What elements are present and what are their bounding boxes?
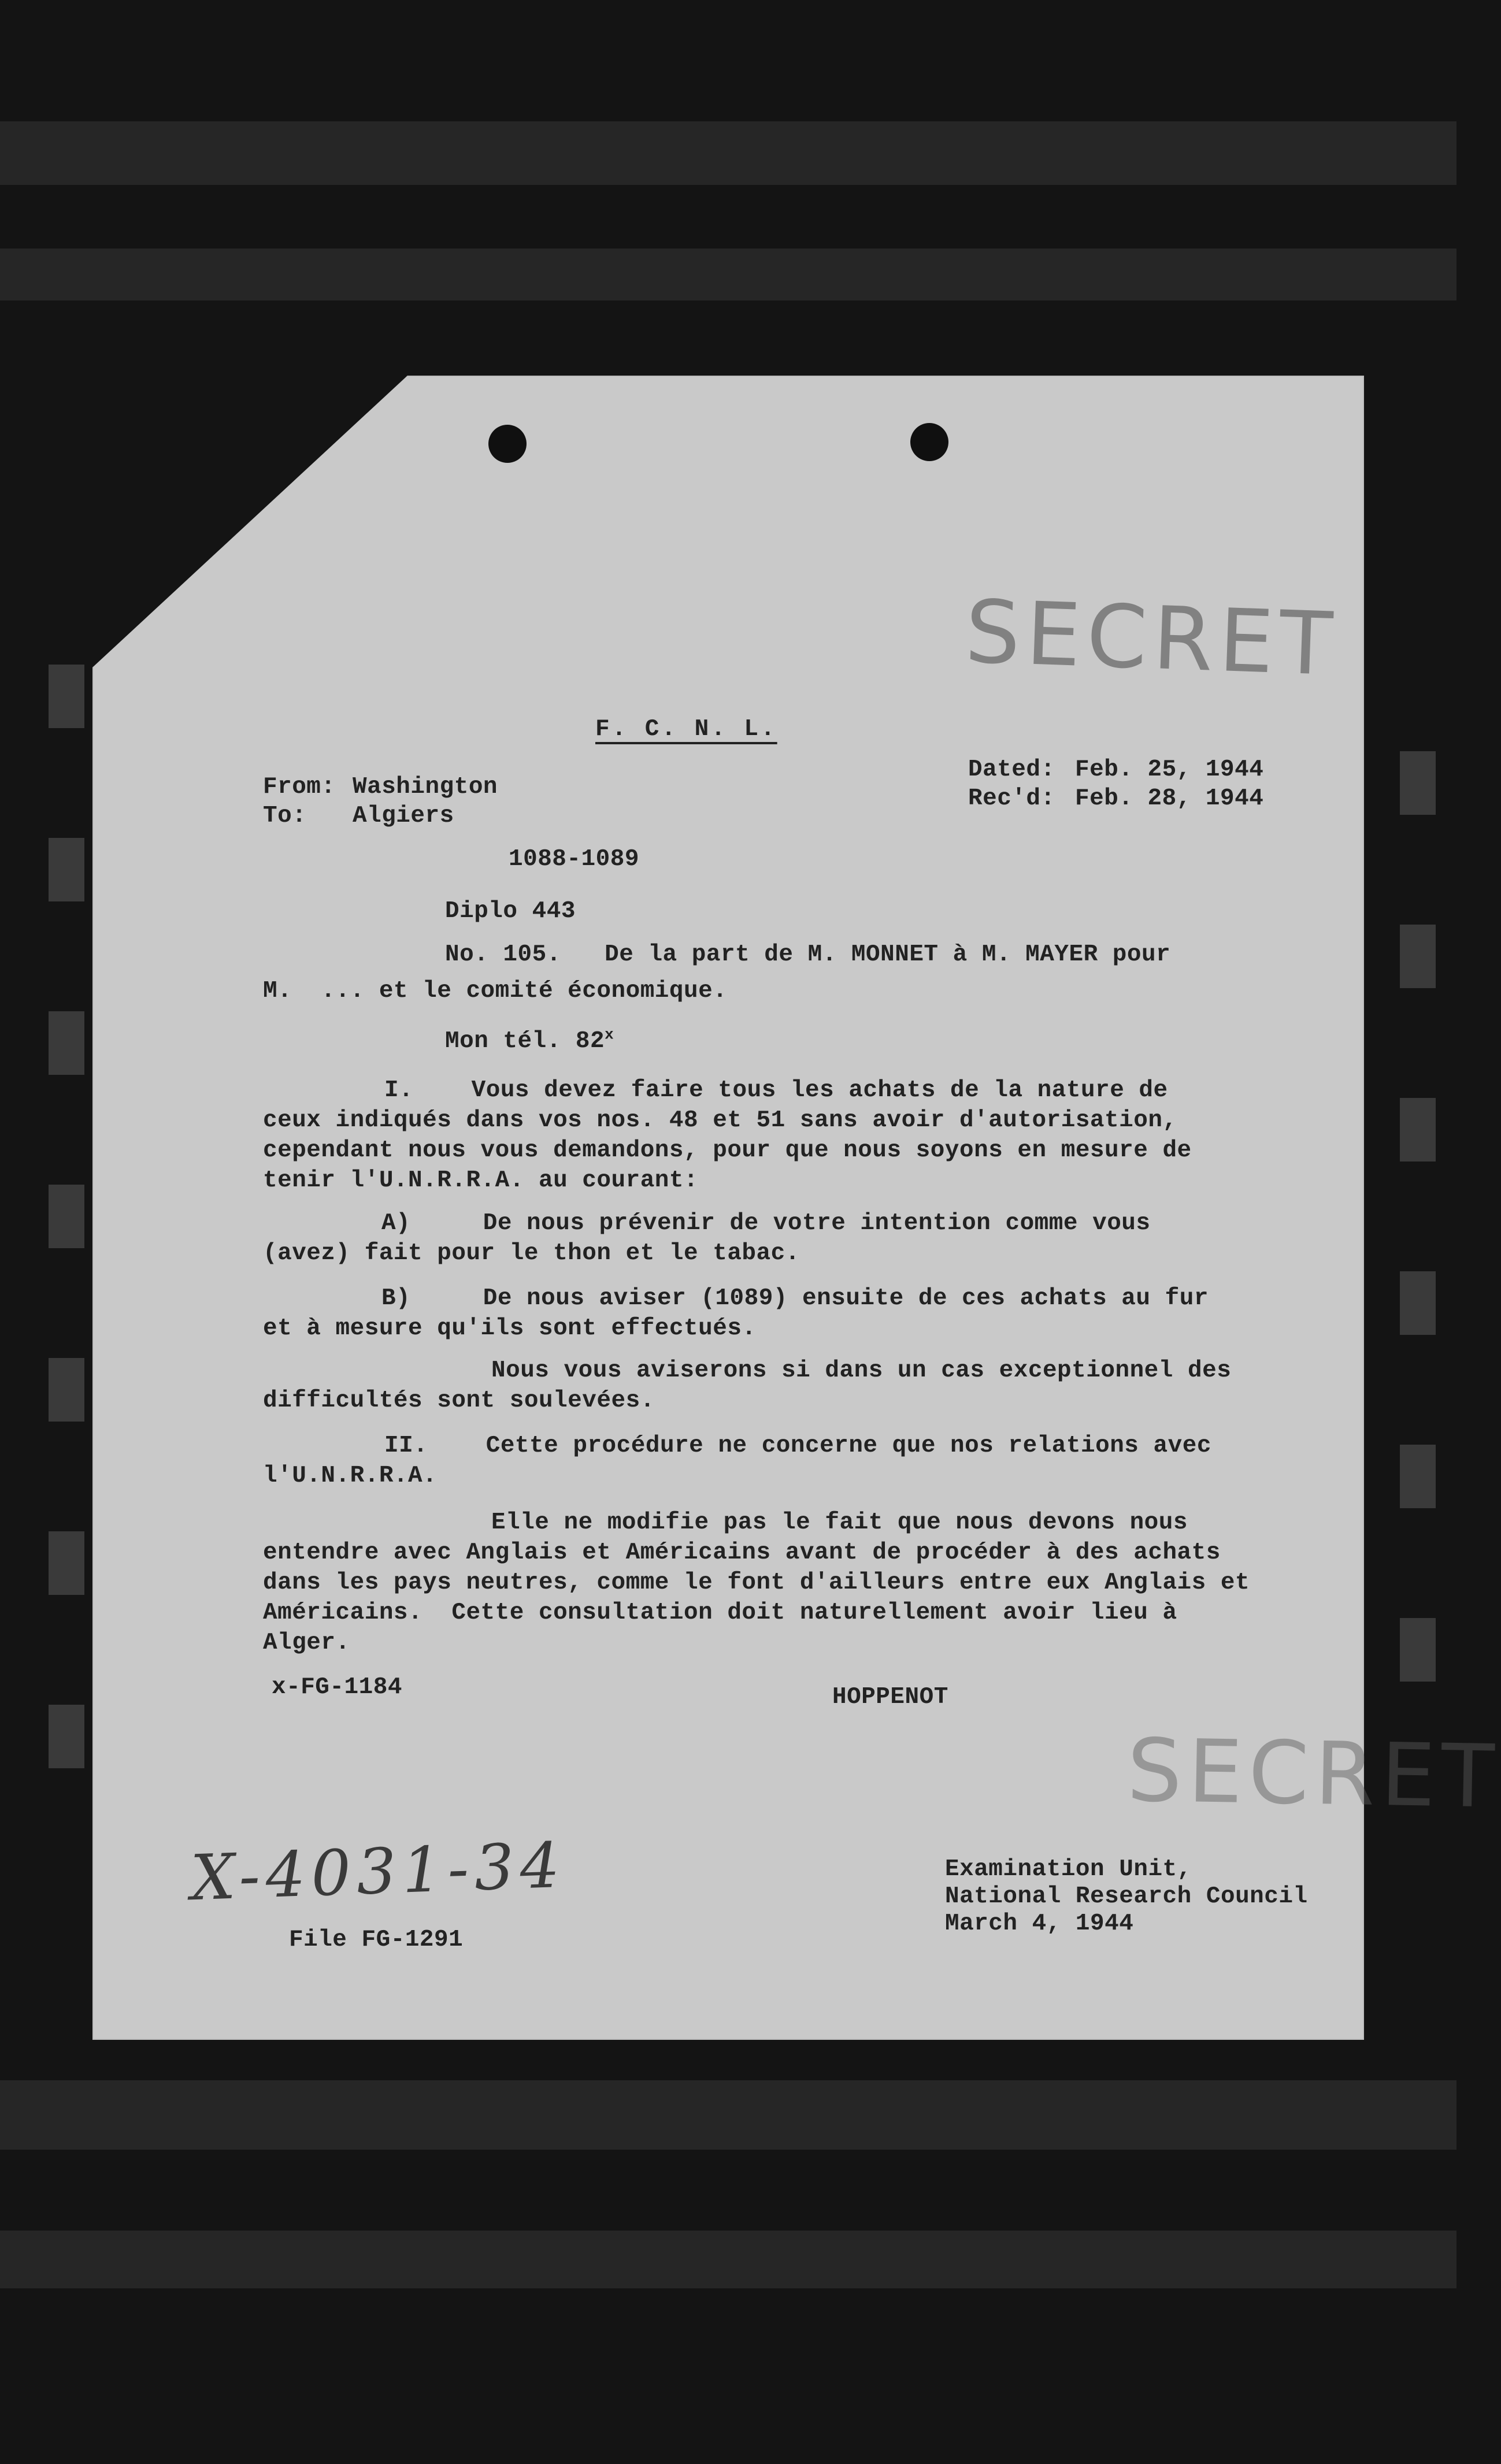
dated-value: Feb. 25, 1944: [1075, 756, 1264, 783]
examination-unit-line: March 4, 1944: [945, 1910, 1134, 1937]
mon-tel-text: Mon tél. 82: [445, 1028, 605, 1055]
body-line: Nous vous aviserons si dans un cas exceptionnel des: [491, 1357, 1232, 1384]
body-line: A) De nous prévenir de votre intention comme vous: [381, 1210, 1151, 1237]
microfilm-band: [0, 2231, 1456, 2288]
body-line: B) De nous aviser (1089) ensuite de ces achats au fur: [381, 1285, 1209, 1312]
microfilm-band: [0, 2080, 1456, 2150]
message-number: 1088-1089: [509, 846, 639, 873]
body-line: Américains. Cette consultation doit naturellement avoir lieu à: [263, 1600, 1177, 1626]
body-line: Elle ne modifie pas le fait que nous devons nous: [491, 1509, 1188, 1536]
body-line: [445, 1026, 614, 1057]
examination-unit-line: Examination Unit,: [945, 1856, 1192, 1883]
handwritten-note: X-4031-34: [189, 1829, 567, 1915]
film-edge-mark: [49, 838, 84, 901]
body-line: I. Vous devez faire tous les achats de la nature de: [384, 1077, 1168, 1104]
microfilm-band: [0, 121, 1456, 185]
document-title: F. C. N. L.: [595, 716, 777, 743]
examination-unit-line: National Research Council: [945, 1883, 1308, 1910]
film-edge-mark: [49, 1531, 84, 1595]
microfilm-band: [0, 248, 1456, 300]
film-edge-mark: [1400, 925, 1436, 988]
body-line: No. 105. De la part de M. MONNET à M. MAYER pour: [445, 941, 1171, 968]
mon-tel-superscript: x: [605, 1026, 614, 1044]
punch-hole: [910, 423, 948, 461]
body-line: II. Cette procédure ne concerne que nos relations avec: [384, 1433, 1211, 1459]
signature: HOPPENOT: [832, 1684, 948, 1710]
film-edge-mark: [49, 1358, 84, 1422]
body-line: entendre avec Anglais et Américains avant de procéder à des achats: [263, 1539, 1221, 1566]
film-edge-mark: [1400, 1271, 1436, 1335]
body-line: l'U.N.R.R.A.: [263, 1463, 438, 1489]
film-edge-mark: [1400, 1618, 1436, 1682]
punch-hole: [488, 425, 527, 463]
body-line: et à mesure qu'ils sont effectués.: [263, 1315, 757, 1342]
body-line: dans les pays neutres, comme le font d'ailleurs entre eux Anglais et: [263, 1569, 1250, 1596]
body-line: (avez) fait pour le thon et le tabac.: [263, 1240, 800, 1267]
cross-reference: x-FG-1184: [272, 1674, 402, 1701]
body-line: cependant nous vous demandons, pour que nous soyons en mesure de: [263, 1137, 1192, 1164]
body-line: tenir l'U.N.R.R.A. au courant:: [263, 1167, 699, 1194]
recd-label: Rec'd:: [968, 785, 1055, 812]
file-reference: File FG-1291: [289, 1927, 464, 1953]
secret-stamp: SECRET: [1126, 1720, 1501, 1828]
film-edge-mark: [49, 1185, 84, 1248]
body-line: difficultés sont soulevées.: [263, 1387, 655, 1414]
recd-value: Feb. 28, 1944: [1075, 785, 1264, 812]
body-line: M. ... et le comité économique.: [263, 978, 728, 1004]
to-label: To:: [263, 803, 307, 829]
film-edge-mark: [1400, 751, 1436, 815]
film-edge-mark: [49, 1705, 84, 1768]
dated-label: Dated:: [968, 756, 1055, 783]
to-value: Algiers: [353, 803, 454, 829]
film-edge-mark: [1400, 1098, 1436, 1162]
secret-stamp: SECRET: [963, 581, 1340, 696]
film-edge-mark: [1400, 1445, 1436, 1508]
reference-line: Diplo 443: [445, 898, 576, 925]
body-line: ceux indiqués dans vos nos. 48 et 51 sans avoir d'autorisation,: [263, 1107, 1177, 1134]
body-line: Alger.: [263, 1630, 350, 1656]
film-edge-mark: [49, 1011, 84, 1075]
from-label: From:: [263, 774, 336, 800]
film-edge-mark: [49, 665, 84, 728]
from-value: Washington: [353, 774, 498, 800]
